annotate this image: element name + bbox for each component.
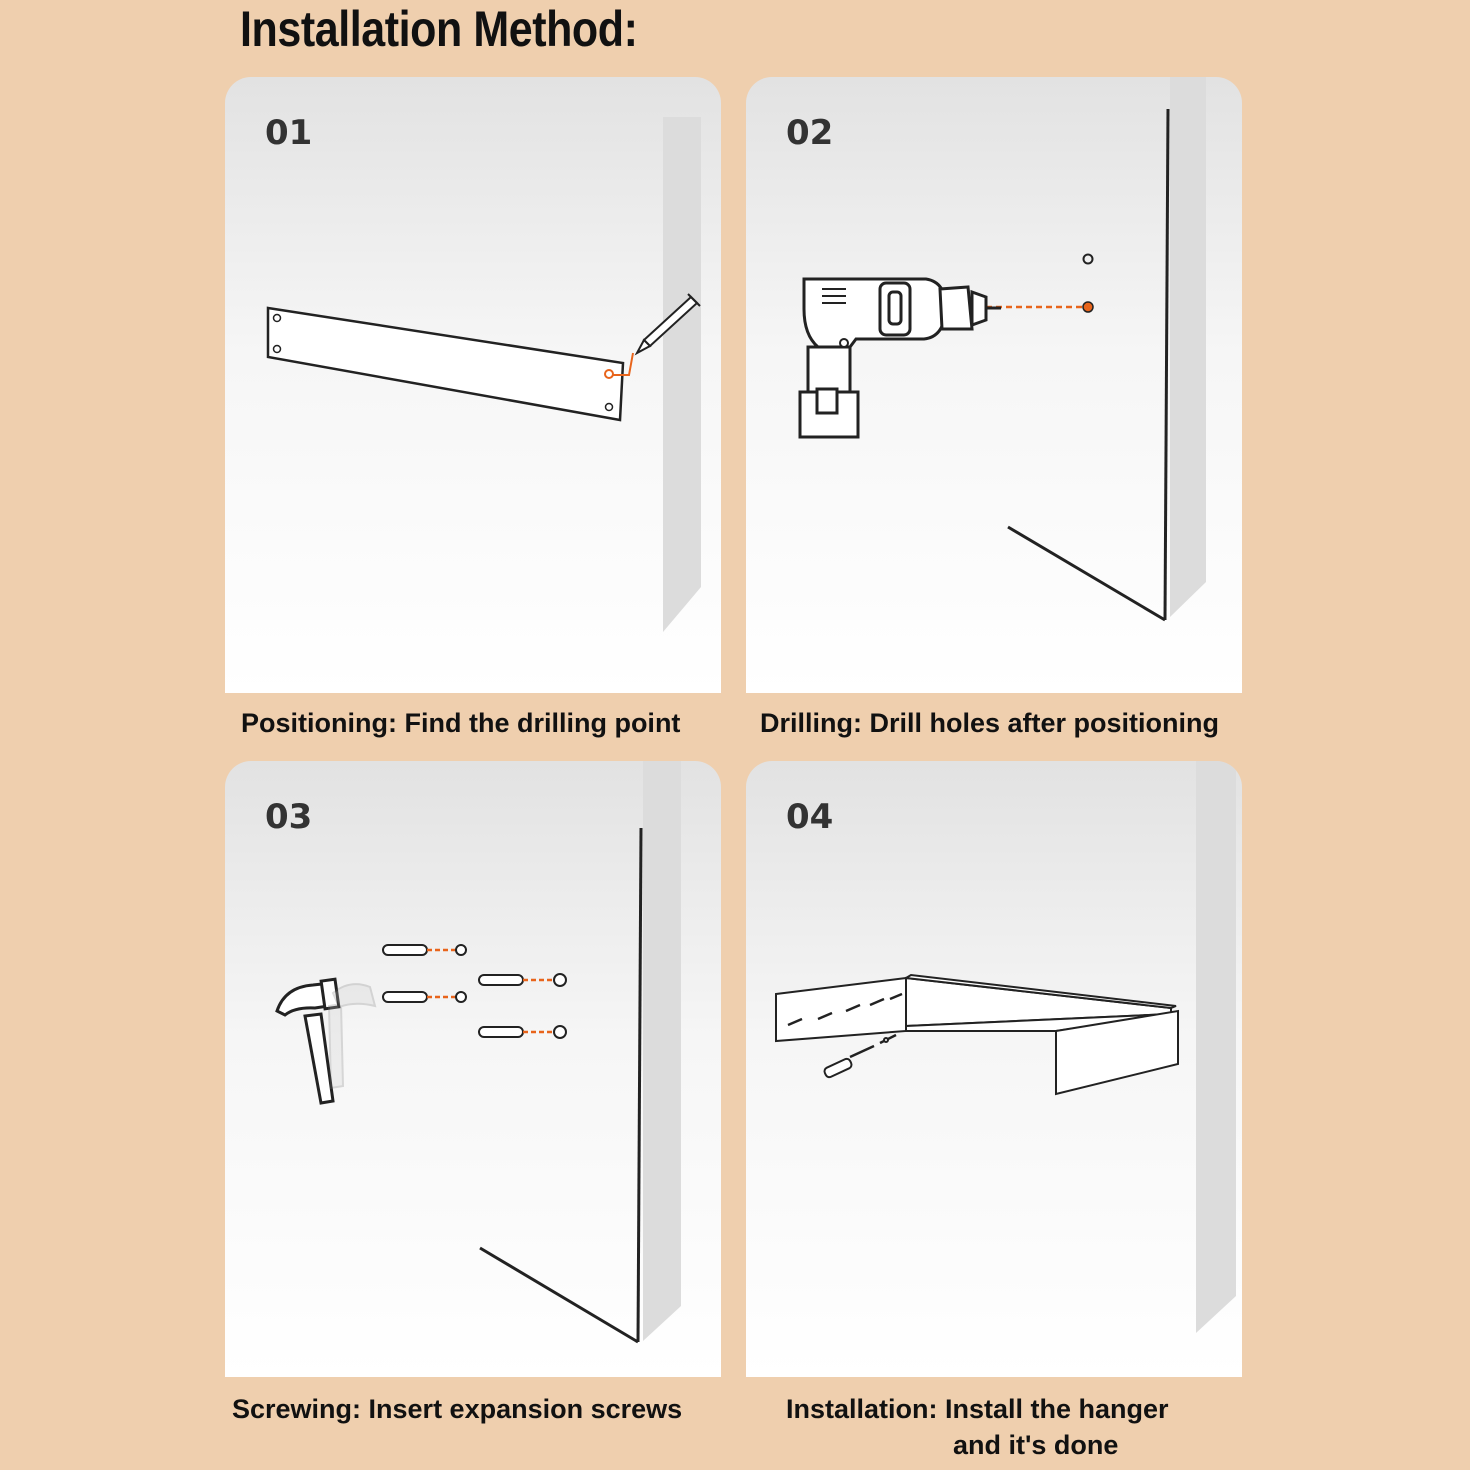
floor-line (480, 1248, 638, 1342)
drill-target-icon (1083, 302, 1093, 312)
floor-line (1008, 527, 1165, 620)
drilled-hole-icon (1084, 255, 1093, 264)
step-04-caption-line1: Installation: Install the hanger (786, 1394, 1169, 1424)
expansion-screw-icon (479, 1026, 566, 1038)
step-03-illustration (225, 761, 721, 1377)
step-02-illustration (746, 77, 1242, 693)
step-02-caption: Drilling: Drill holes after positioning (760, 708, 1220, 738)
wall-edge (663, 117, 701, 632)
step-01-panel (225, 77, 721, 693)
step-03-panel (225, 761, 721, 1377)
hanger-rail-icon (776, 975, 1178, 1094)
wall-edge (1170, 77, 1206, 617)
expansion-screw-icon (383, 945, 466, 955)
step-02-panel (746, 77, 1242, 693)
step-01-illustration (225, 77, 721, 693)
step-04-panel (746, 761, 1242, 1377)
step-number: 02 (786, 113, 834, 153)
step-number: 04 (786, 797, 834, 837)
step-04-caption-line2: and it's done (953, 1430, 1119, 1460)
step-03-caption: Screwing: Insert expansion screws (232, 1394, 683, 1424)
screwdriver-icon (823, 1035, 896, 1078)
page-title: Installation Method: (240, 1, 638, 57)
step-01-caption: Positioning: Find the drilling point (241, 708, 681, 738)
wall-edge (1196, 761, 1236, 1333)
expansion-screw-icon (383, 992, 466, 1002)
step-number: 01 (265, 113, 313, 153)
hammer-motion-icon (329, 984, 375, 1088)
expansion-screw-icon (479, 974, 566, 986)
step-number: 03 (265, 797, 313, 837)
wall-corner-line (638, 828, 641, 1342)
wall-corner-line (1165, 109, 1168, 620)
power-drill-icon (800, 279, 1001, 437)
step-04-illustration (746, 761, 1242, 1377)
hanger-bar-icon (268, 308, 623, 420)
wall-edge (643, 761, 681, 1341)
